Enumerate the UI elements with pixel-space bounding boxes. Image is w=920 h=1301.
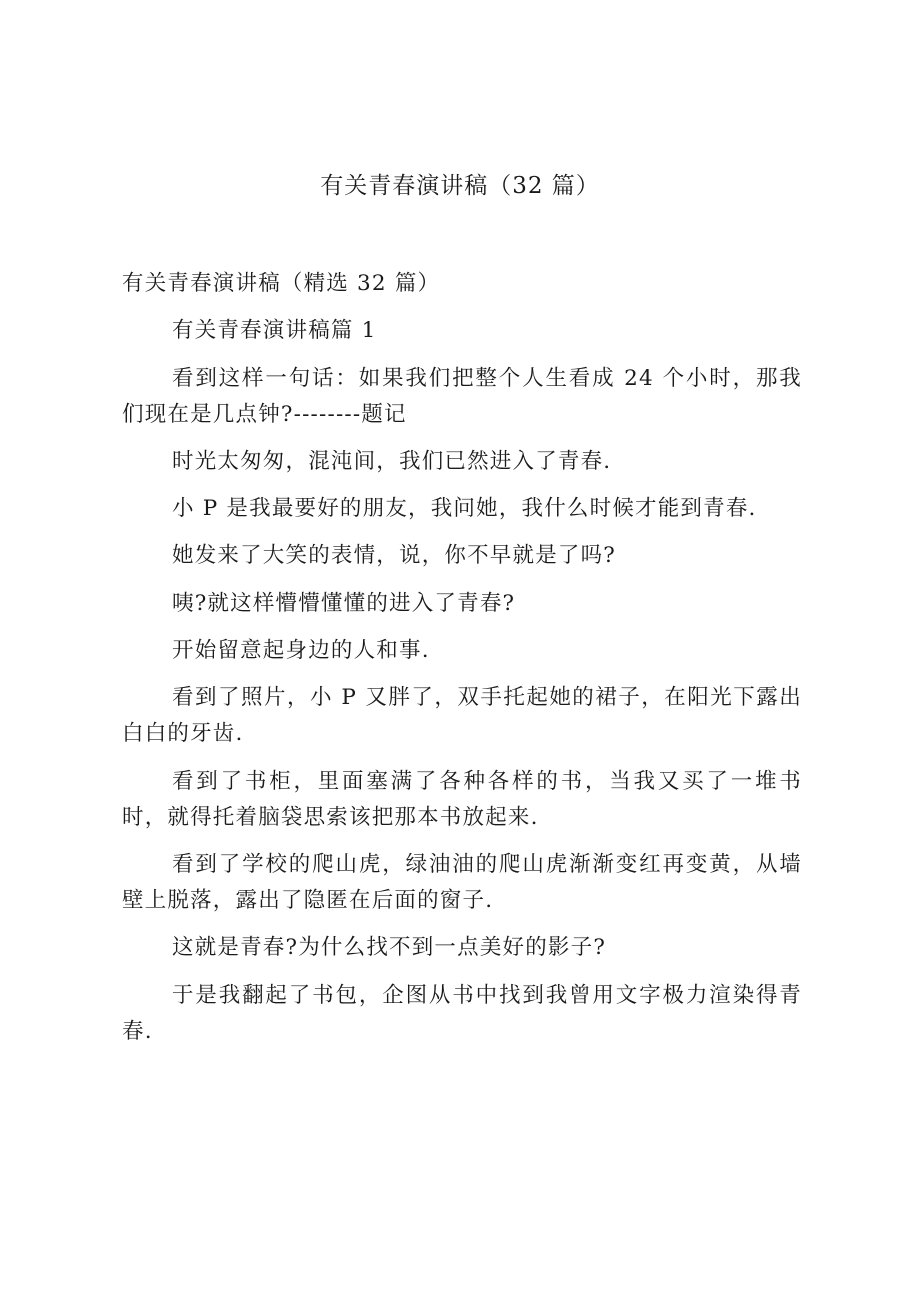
paragraph: 这就是青春?为什么找不到一点美好的影子?: [172, 935, 607, 961]
paragraph: 时光太匆匆，混沌间，我们已然进入了青春.: [172, 448, 612, 474]
paragraph: 看到了照片，小 P 又胖了，双手托起她的裙子，在阳光下露出白白的牙齿.: [122, 685, 802, 747]
paragraph: 咦?就这样懵懵懂懂的进入了青春?: [172, 590, 516, 616]
paragraph: 开始留意起身边的人和事.: [172, 638, 430, 664]
paragraph: 于是我翻起了书包，企图从书中找到我曾用文字极力渲染得青春.: [122, 982, 802, 1044]
paragraph: 小 P 是我最要好的朋友，我问她，我什么时候才能到青春.: [172, 496, 757, 522]
section-heading: 有关青春演讲稿篇 1: [172, 318, 377, 344]
paragraph: 看到了学校的爬山虎，绿油油的爬山虎渐渐变红再变黄，从墙壁上脱落，露出了隐匿在后面的窗子.: [122, 851, 802, 913]
document-body: [122, 266, 802, 1061]
document-title: 有关青春演讲稿（32 篇）: [320, 173, 600, 199]
document-subtitle: 有关青春演讲稿（精选 32 篇）: [122, 271, 441, 296]
paragraph: 看到这样一句话：如果我们把整个人生看成 24 个小时，那我们现在是几点钟?--------题记: [122, 365, 802, 427]
paragraph: 看到了书柜，里面塞满了各种各样的书，当我又买了一堆书时，就得托着脑袋思索该把那本书放起来.: [122, 768, 802, 830]
paragraph: 她发来了大笑的表情，说，你不早就是了吗?: [172, 543, 617, 569]
